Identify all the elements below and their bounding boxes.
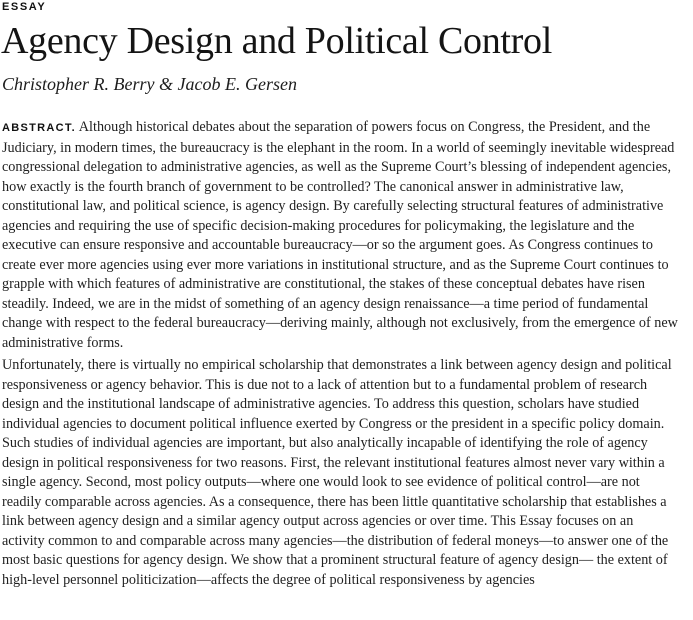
abstract-text: Although historical debates about the separation of powers focus on Congress, the President, and the Judiciary, in modern times, the bureaucracy is the elephant in the room. In a world of seemingly inevitable widespread congressional delegation to administrative agencies, as well as the Supreme Court’s blessing of independent agencies, how exactly is the fourth branch of government to be controlled? The canonical answer in administrative law, constitutional law, and political science, is agency design. By carefully selecting structural features of administrative agencies and requiring the use of specific decision-making procedures for policymaking, the legislature and the executive can ensure responsive and accountable bureaucracy—or so the argument goes. As Congress continues to create ever more agencies using ever more variations in institutional structure, and as the Supreme Court continues to grapple with which features of administrative are constitutional, the stakes of these conceptual debates have risen steadily. Indeed, we are in the midst of something of an agency design renaissance—a time period of fundamental change with respect to the federal bureaucracy—deriving mainly, although not exclusively, from the emergence of new administrative forms. [2, 119, 678, 351]
essay-authors: Christopher R. Berry & Jacob E. Gersen [2, 74, 297, 94]
abstract-label: ABSTRACT. [2, 122, 77, 134]
section-kicker: ESSAY [2, 1, 47, 13]
essay-title: Agency Design and Political Control [1, 20, 552, 62]
abstract-paragraph [2, 118, 678, 353]
body-paragraph: Unfortunately, there is virtually no empirical scholarship that demonstrates a link between agency design and political responsiveness or agency behavior. This is due not to a lack of attention but to a fundamental problem of research design and the institutional landscape of administrative agencies. To address this question, scholars have studied individual agencies to document political influence exerted by Congress or the president in a specific policy domain. Such studies of individual agencies are important, but also analytically incapable of identifying the role of agency design in political responsiveness for two reasons. First, the relevant institutional features almost never vary within a single agency. Second, most policy outputs—where one would look to see evidence of political control—are not readily comparable across agencies. As a consequence, there has been little quantitative scholarship that establishes a link between agency design and a similar agency output across agencies or over time. This Essay focuses on an activity common to and comparable across many agencies—the distribution of federal moneys—to answer one of the most basic questions for agency design. We show that a prominent structural feature of agency design— the extent of high-level personnel politicization—affects the degree of political responsiveness by agencies [2, 357, 672, 588]
